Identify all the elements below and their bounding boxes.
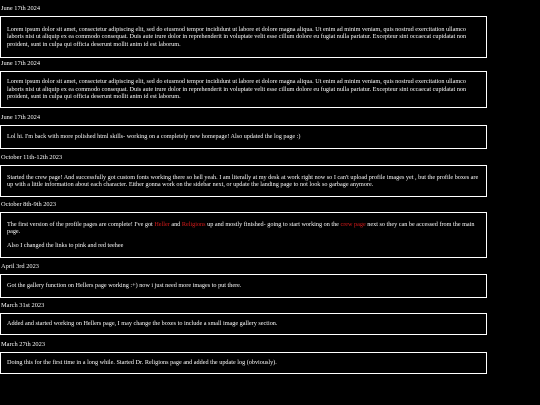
entry-text: Doing this for the first time in a long while. Started Dr. Religions page and added the update log (obviously). [7, 359, 277, 367]
entry-text-end: next so they can be accessed from the main page. [7, 220, 475, 236]
entry-box [0, 165, 487, 197]
entry-date: June 17th 2024 [1, 5, 41, 12]
entry-text-start: The first version of the profile pages are complete! I've got [7, 220, 155, 228]
entry-text: Lorem ipsum dolor sit amet, consectetur adipiscing elit, sed do eiusmod tempor incididunt ut labore et dolore magna aliqua. Ut enim ad minim veniam, quis nostrud exercitation ullamco laboris nisi ut aliquip ex ea commodo consequat. Duis aute irure dolor in reprehenderit in voluptate velit esse cillum dolore eu fugiat nulla pariatur. Excepteur sint occaecat cupidatat non proident, sunt in culpa qui officia deserunt mollit anim id est laborum. [7, 25, 467, 48]
crew-page-link[interactable]: crew page [340, 220, 366, 228]
entry-box [0, 274, 487, 298]
entry-box [0, 71, 487, 108]
entry-text-and: and [169, 220, 182, 228]
entry-date: June 17th 2024 [1, 60, 41, 67]
entry-text-second: Also I changed the links to pink and red teehee [7, 241, 124, 249]
entry-date: October 8th-9th 2023 [1, 201, 57, 208]
entry-text: Lorem ipsum dolor sit amet, consectetur adipiscing elit, sed do eiusmod tempor incididunt ut labore et dolore magna aliqua. Ut enim ad minim veniam, quis nostrud exercitation ullamco laboris nisi ut aliquip ex ea commodo consequat. Duis aute irure dolor in reprehenderit in voluptate velit esse cillum dolore eu fugiat nulla pariatur. Excepteur sint occaecat cupidatat non proident, sunt in culpa qui officia deserunt mollit anim id est laborum. [7, 78, 467, 101]
entry-box [0, 16, 487, 58]
entry-box [0, 352, 487, 374]
entry-text [7, 221, 480, 236]
entry-date: March 27th 2023 [1, 341, 46, 348]
entry-text-middle: up and mostly finished- going to start working on the [205, 220, 341, 228]
religions-link[interactable]: Religions [181, 220, 206, 228]
entry-text: Lol hi. I'm back with more polished html skills- working on a completely new homepage! Also updated the log page :) [7, 133, 301, 141]
heller-link[interactable]: Heller [154, 220, 170, 228]
entry-date: April 3rd 2023 [1, 263, 39, 270]
entry-text: Added and started working on Hellers page, I may change the boxes to include a small image gallery section. [7, 320, 278, 328]
entry-text: Started the crew page! And successfully got custom fonts working there so hell yeah. I am literally at my desk at work right now so I can't upload profile images yet , but the profile boxes are up with a little information about each character. Either gonna work on the sidebar next, or update the landing page to not look so garbage anymore. [7, 173, 479, 188]
entry-date: June 17th 2024 [1, 114, 41, 121]
entry-date: October 11th-12th 2023 [1, 154, 63, 161]
entry-box [0, 313, 487, 335]
entry-text: Got the gallery function on Hellers page working :+) now i just need more images to put there. [7, 282, 242, 290]
entry-box [0, 125, 487, 149]
entry-date: March 31st 2023 [1, 302, 45, 309]
entry-box [0, 212, 487, 258]
